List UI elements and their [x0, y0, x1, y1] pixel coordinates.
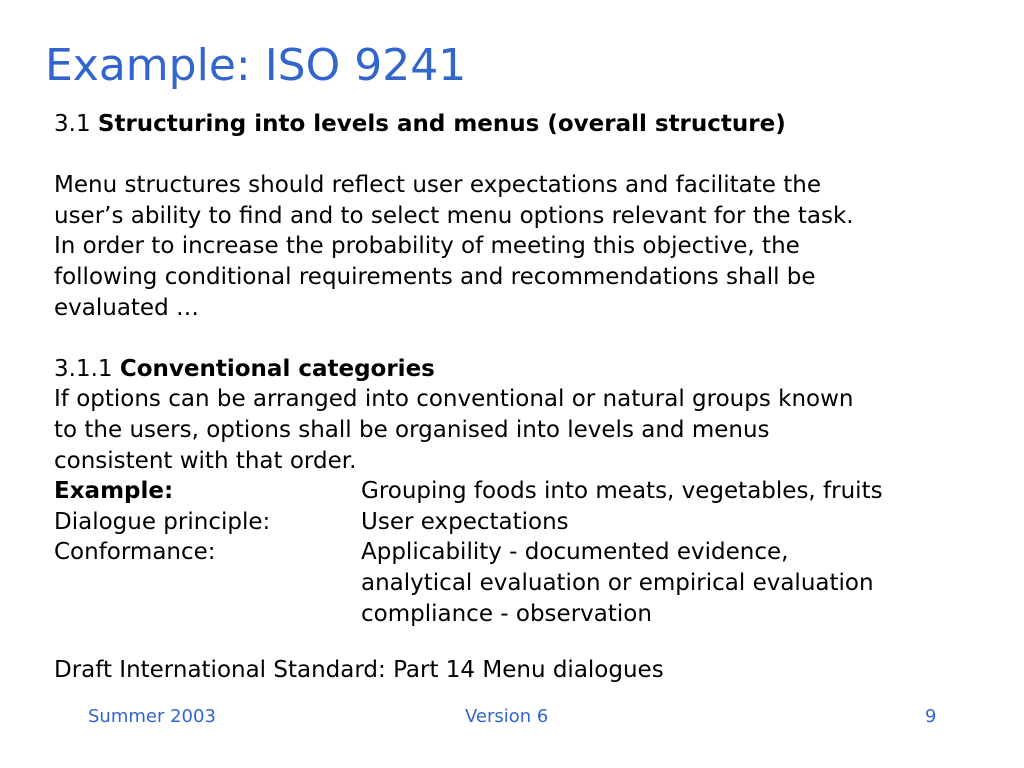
footer-version: Version 6: [465, 706, 549, 727]
intro-line: following conditional requirements and recommendations shall be: [54, 263, 816, 290]
conformance-indent: [54, 568, 361, 599]
subsection-line: to the users, options shall be organised into levels and menus: [54, 416, 770, 443]
example-value: Grouping foods into meats, vegetables, fruits: [361, 478, 883, 505]
conformance-value: compliance - observation: [361, 600, 652, 627]
slide-title: Example: ISO 9241: [45, 40, 467, 91]
conformance-value: analytical evaluation or empirical evaluation: [361, 569, 874, 596]
conformance-label: Conformance:: [54, 539, 216, 566]
section-heading-line: [54, 109, 984, 140]
conformance-row: [54, 537, 984, 568]
conformance-indent: [54, 599, 361, 630]
section-heading: Structuring into levels and menus (overall structure): [97, 111, 786, 137]
intro-line: Menu structures should reflect user expectations and facilitate the: [54, 172, 821, 199]
principle-row: [54, 507, 984, 538]
section-number: 3.1: [54, 111, 91, 137]
spacer: [54, 323, 984, 354]
intro-line: In order to increase the probability of meeting this objective, the: [54, 233, 800, 260]
footer-page-number: 9: [925, 706, 937, 727]
example-label: Example:: [54, 478, 174, 505]
principle-value: User expectations: [361, 508, 569, 535]
subsection-number: 3.1.1: [54, 355, 113, 382]
intro-line: evaluated …: [54, 294, 199, 321]
conformance-value: Applicability - documented evidence,: [361, 539, 789, 566]
intro-line: user’s ability to find and to select menu options relevant for the task.: [54, 202, 854, 229]
slide-content: [54, 109, 984, 629]
conformance-row-continued: [54, 568, 984, 599]
subsection-line: consistent with that order.: [54, 447, 357, 474]
footer-date: Summer 2003: [88, 706, 216, 727]
subsection-heading-line: [54, 354, 984, 385]
example-row: [54, 476, 984, 507]
subsection-line: If options can be arranged into conventional or natural groups known: [54, 386, 854, 413]
spacer: [54, 140, 984, 171]
principle-label: Dialogue principle:: [54, 508, 271, 535]
standard-note: Draft International Standard: Part 14 Menu dialogues: [54, 657, 664, 683]
subsection-heading: Conventional categories: [119, 355, 435, 382]
conformance-row-continued: [54, 599, 984, 630]
